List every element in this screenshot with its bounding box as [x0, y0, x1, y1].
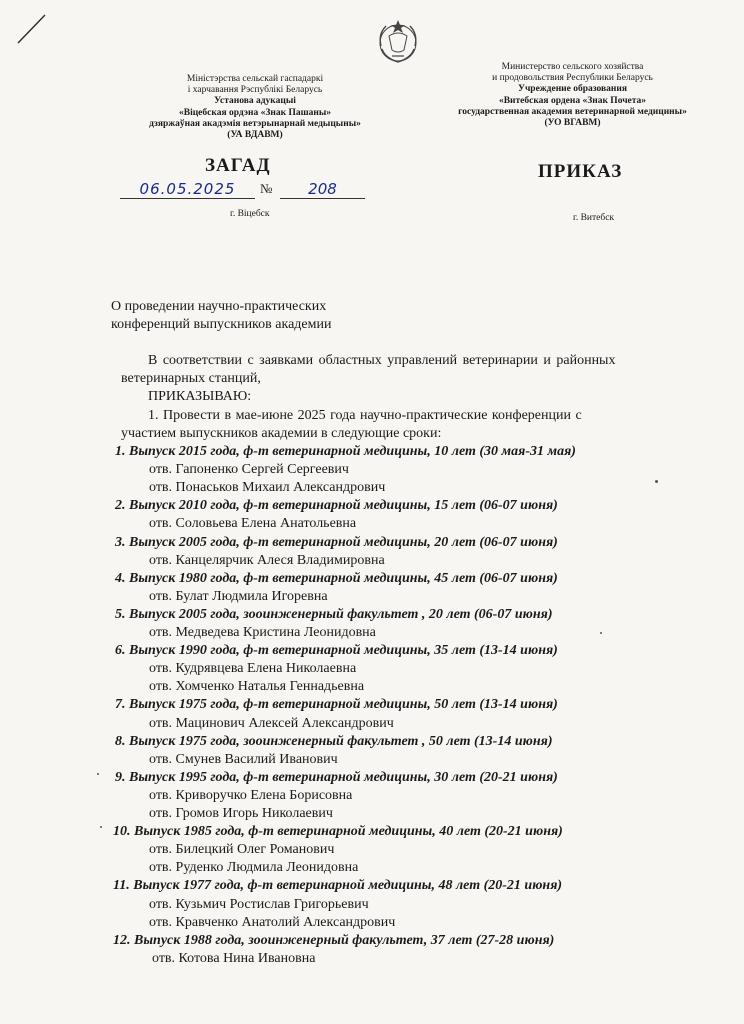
responsible-person: отв. Мацинович Алексей Александрович	[149, 715, 394, 731]
graduation-title: 5. Выпуск 2005 года, зооинженерный факультет , 20 лет (06-07 июня)	[115, 606, 553, 622]
responsible-person: отв. Понаськов Михаил Александрович	[149, 480, 386, 496]
left-institution-type: Установа адукацыі	[214, 96, 296, 107]
right-institution-line-1: «Витебская ордена «Знак Почета»	[498, 95, 647, 106]
prikazyvayu-heading: ПРИКАЗЫВАЮ:	[148, 389, 252, 404]
graduation-title: 6. Выпуск 1990 года, ф-т ветеринарной медицины, 35 лет (13-14 июня)	[115, 643, 558, 659]
order-subject	[111, 298, 331, 334]
responsible-person: отв. Булат Людмила Игоревна	[149, 588, 328, 604]
left-institution-abbr: (УА ВДАВМ)	[227, 130, 283, 141]
responsible-person: отв. Кузьмич Ростислав Григорьевич	[149, 896, 369, 912]
responsible-person: отв. Кудрявцева Елена Николаевна	[149, 661, 357, 677]
responsible-person: отв. Канцелярчик Алеся Владимировна	[149, 552, 385, 568]
responsible-person: отв. Соловьева Елена Анатольевна	[149, 516, 357, 532]
right-institution-line-2: государственная академия ветеринарной медицины»	[458, 106, 687, 117]
graduation-title: 9. Выпуск 1995 года, ф-т ветеринарной медицины, 30 лет (20-21 июня)	[115, 769, 558, 785]
graduation-title: 3. Выпуск 2005 года, ф-т ветеринарной медицины, 20 лет (06-07 июня)	[115, 534, 558, 550]
left-institution-line-1: «Віцебская ордэна «Знак Пашаны»	[178, 107, 332, 118]
right-ministry-line-2: и продовольствия Республики Беларусь	[492, 73, 653, 84]
responsible-person: отв. Билецкий Олег Романович	[149, 842, 335, 858]
doc-type-belarusian: ЗАГАД	[205, 155, 271, 176]
scan-speck	[97, 773, 99, 775]
intro-line-1: В соответствии с заявками областных управлений ветеринарии и районных	[148, 353, 616, 368]
intro-line-2: ветеринарных станций,	[121, 371, 261, 386]
responsible-person: отв. Хомченко Наталья Геннадьевна	[149, 679, 365, 695]
responsible-person: отв. Криворучко Елена Борисовна	[149, 787, 353, 803]
right-ministry-line-1: Министерство сельского хозяйства	[501, 62, 644, 72]
graduation-title: 11. Выпуск 1977 года, ф-т ветеринарной медицины, 48 лет (20-21 июня)	[113, 878, 563, 894]
subject-line-1: О проведении научно-практических	[111, 299, 327, 314]
order-date-number-line	[120, 180, 365, 202]
graduation-title: 12. Выпуск 1988 года, зооинженерный факультет, 37 лет (27-28 июня)	[113, 932, 555, 948]
scan-speck	[655, 480, 658, 483]
scan-speck	[600, 632, 602, 634]
left-ministry-line-1: Міністэрства сельскай гаспадаркі	[186, 74, 324, 84]
responsible-person: отв. Кравченко Анатолий Александрович	[149, 914, 396, 930]
graduation-title: 4. Выпуск 1980 года, ф-т ветеринарной медицины, 45 лет (06-07 июня)	[115, 570, 558, 586]
left-institution-line-2: дзяржаўная акадэмія ветэрынарнай медыцыны»	[149, 118, 361, 129]
scan-speck	[100, 826, 102, 828]
graduation-title: 10. Выпуск 1985 года, ф-т ветеринарной медицины, 40 лет (20-21 июня)	[113, 824, 563, 840]
city-belarusian: г. Віцебск	[230, 209, 270, 219]
order-date-handwritten: 06.05.2025	[120, 180, 255, 199]
coat-of-arms-emblem	[372, 16, 424, 68]
graduation-title: 8. Выпуск 1975 года, зооинженерный факультет , 50 лет (13-14 июня)	[115, 733, 553, 749]
order-number-label: №	[260, 181, 273, 196]
responsible-person: отв. Громов Игорь Николаевич	[149, 806, 333, 821]
city-russian: г. Витебск	[573, 213, 615, 223]
responsible-person: отв. Медведева Кристина Леонидовна	[149, 625, 376, 640]
right-institution-abbr: (УО ВГАВМ)	[544, 118, 601, 129]
graduation-title: 7. Выпуск 1975 года, ф-т ветеринарной медицины, 50 лет (13-14 июня)	[115, 697, 558, 713]
right-institution-type: Учреждение образования	[517, 84, 628, 95]
responsible-person: отв. Гапоненко Сергей Сергеевич	[149, 462, 349, 478]
left-institution-header	[120, 74, 390, 141]
item-1-line-2: участием выпускников академии в следующие сроки:	[121, 426, 442, 441]
pen-stroke-mark	[14, 12, 48, 46]
graduation-title: 1. Выпуск 2015 года, ф-т ветеринарной медицины, 10 лет (30 мая-31 мая)	[115, 444, 576, 459]
responsible-person: отв. Руденко Людмила Леонидовна	[149, 860, 359, 876]
order-number-handwritten: 208	[280, 180, 365, 199]
item-1-line-1: 1. Провести в мае-июне 2025 года научно-практические конференции с	[148, 408, 582, 423]
graduation-title: 2. Выпуск 2010 года, ф-т ветеринарной медицины, 15 лет (06-07 июня)	[115, 498, 558, 514]
doc-type-russian: ПРИКАЗ	[538, 161, 623, 182]
responsible-person: отв. Смунев Василий Иванович	[149, 751, 338, 767]
right-institution-header	[440, 62, 705, 129]
subject-line-2: конференций выпускников академии	[111, 317, 332, 332]
responsible-person: отв. Котова Нина Ивановна	[152, 950, 316, 966]
left-ministry-line-2: і харчавання Рэспублікі Беларусь	[187, 85, 323, 96]
